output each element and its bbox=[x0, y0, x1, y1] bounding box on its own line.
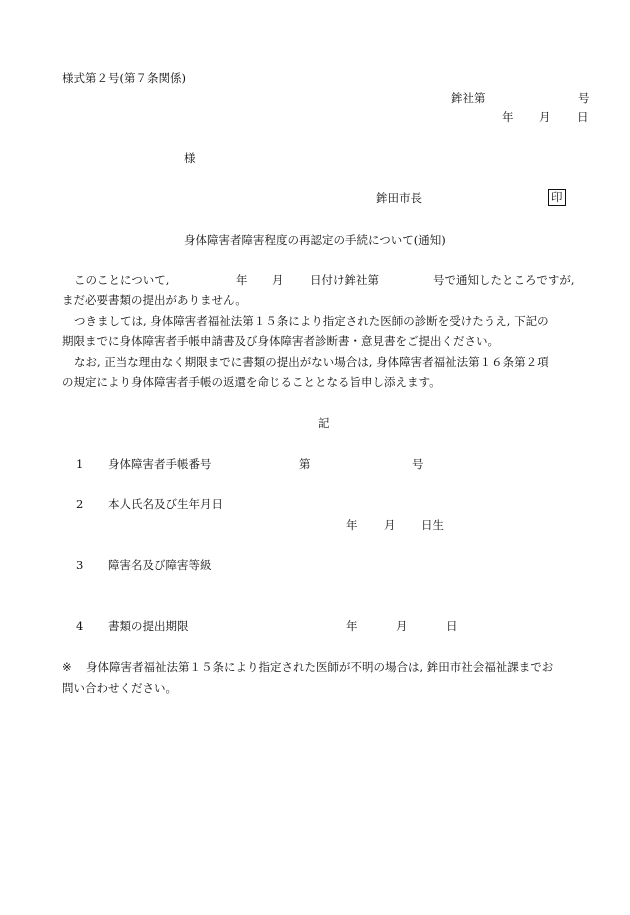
note-line2: 問い合わせください。 bbox=[62, 681, 177, 695]
ki-heading: 記 bbox=[318, 416, 330, 430]
date-month: 月 bbox=[539, 110, 551, 124]
paragraph-2-line2: 期限までに身体障害者手帳申請書及び身体障害者診断書・意見書をご提出ください。 bbox=[62, 334, 499, 348]
item-1-label: 身体障害者手帳番号 bbox=[108, 457, 212, 471]
item-2-year: 年 bbox=[346, 518, 358, 532]
item-4-number: 4 bbox=[76, 619, 84, 633]
item-2-number: 2 bbox=[76, 497, 84, 511]
item-2-label: 本人氏名及び生年月日 bbox=[108, 497, 223, 511]
paragraph-3-line2: の規定により身体障害者手帳の返還を命じることとなる旨申し添えます。 bbox=[62, 375, 441, 389]
reference-number-suffix: 号 bbox=[578, 91, 590, 105]
paragraph-1-year: 年 bbox=[236, 273, 248, 287]
addressee-suffix: 様 bbox=[184, 151, 196, 165]
reference-number-prefix: 鉾社第 bbox=[451, 91, 486, 105]
date-year: 年 bbox=[502, 110, 514, 124]
paragraph-1-rest: 号で通知したところですが, bbox=[433, 273, 575, 287]
paragraph-3-line1: なお, 正当な理由なく期限までに書類の提出がない場合は, 身体障害者福祉法第１６条第２項 bbox=[74, 355, 549, 369]
item-4-label: 書類の提出期限 bbox=[108, 619, 189, 633]
date-day: 日 bbox=[577, 110, 589, 124]
item-1-go: 号 bbox=[412, 457, 424, 471]
seal-mark: 印 bbox=[548, 189, 566, 206]
item-4-year: 年 bbox=[346, 619, 358, 633]
note-mark: ※ bbox=[62, 660, 72, 674]
item-4-day: 日 bbox=[446, 619, 458, 633]
sender-name: 鉾田市長 bbox=[376, 191, 422, 205]
item-2-day: 日生 bbox=[421, 518, 444, 532]
paragraph-2-line1: つきましては, 身体障害者福祉法第１５条により指定された医師の診断を受けたうえ, 下記の bbox=[74, 314, 549, 328]
item-1-number: 1 bbox=[76, 457, 84, 471]
form-label: 様式第２号(第７条関係) bbox=[62, 71, 186, 85]
document-title: 身体障害者障害程度の再認定の手続について(通知) bbox=[184, 233, 446, 247]
item-2-month: 月 bbox=[384, 518, 396, 532]
paragraph-1-line2: まだ必要書類の提出がありません。 bbox=[62, 293, 247, 307]
item-1-dai: 第 bbox=[299, 457, 311, 471]
paragraph-1-dayref: 日付け鉾社第 bbox=[310, 273, 379, 287]
item-3-label: 障害名及び障害等級 bbox=[108, 558, 212, 572]
paragraph-1-lead: このことについて, bbox=[74, 273, 170, 287]
paragraph-1-month: 月 bbox=[272, 273, 284, 287]
item-4-month: 月 bbox=[396, 619, 408, 633]
item-3-number: 3 bbox=[76, 558, 84, 572]
note-line1: 身体障害者福祉法第１５条により指定された医師が不明の場合は, 鉾田市社会福祉課までお bbox=[86, 660, 554, 674]
